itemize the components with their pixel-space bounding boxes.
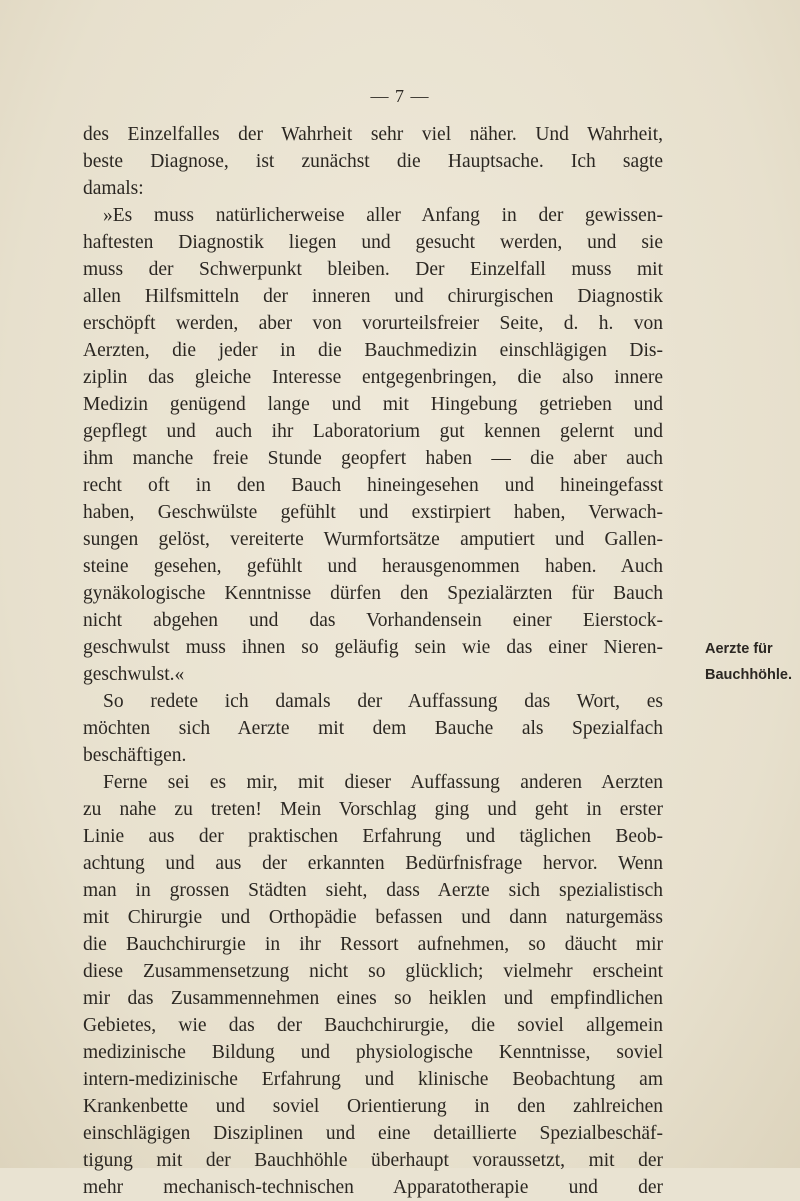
text-line: muss der Schwerpunkt bleiben. Der Einzelfall muss mit (83, 259, 663, 280)
text-line: einschlägigen Disziplinen und eine detaillierte Spezialbeschäf- (83, 1123, 663, 1144)
text-line: geschwulst muss ihnen so geläufig sein wie das einer Nieren- (83, 637, 663, 658)
margin-note-line: Bauchhöhle. (705, 667, 793, 683)
text-line: die Bauchchirurgie in ihr Ressort aufnehmen, so däucht mir (83, 934, 663, 955)
page-number: — 7 — (370, 86, 430, 106)
text-line: erschöpft werden, aber von vorurteilsfreier Seite, d. h. von (83, 313, 663, 334)
text-line: ihm manche freie Stunde geopfert haben — die aber auch (83, 448, 663, 469)
text-line: Gebietes, wie das der Bauchchirurgie, die soviel allgemein (83, 1015, 663, 1036)
text-line: steine gesehen, gefühlt und herausgenommen haben. Auch (83, 556, 663, 577)
text-line: zu nahe zu treten! Mein Vorschlag ging und geht in erster (83, 799, 663, 820)
text-line: sungen gelöst, vereiterte Wurmfortsätze amputiert und Gallen- (83, 529, 663, 550)
text-line: diese Zusammensetzung nicht so glücklich; vielmehr erscheint (83, 961, 663, 982)
text-line: Linie aus der praktischen Erfahrung und täglichen Beob- (83, 826, 663, 847)
text-line: Medizin genügend lange und mit Hingebung getrieben und (83, 394, 663, 415)
text-line: damals: (83, 178, 144, 199)
text-line: »Es muss natürlicherweise aller Anfang in der gewissen- (103, 205, 663, 226)
text-line: mehr mechanisch-technischen Apparatotherapie und der (83, 1177, 663, 1198)
text-line: geschwulst.« (83, 664, 185, 685)
margin-note (705, 636, 792, 688)
text-line: mit Chirurgie und Orthopädie befassen und dann naturgemäss (83, 907, 663, 928)
text-line: Ferne sei es mir, mit dieser Auffassung anderen Aerzten (103, 772, 663, 793)
text-line: gynäkologische Kenntnisse dürfen den Spezialärzten für Bauch (83, 583, 663, 604)
text-line: gepflegt und auch ihr Laboratorium gut kennen gelernt und (83, 421, 663, 442)
text-line: tigung mit der Bauchhöhle überhaupt voraussetzt, mit der (83, 1150, 663, 1171)
text-line: man in grossen Städten sieht, dass Aerzte sich spezialistisch (83, 880, 663, 901)
text-line: ziplin das gleiche Interesse entgegenbringen, die also innere (83, 367, 663, 388)
margin-note-line: Aerzte für (705, 641, 773, 657)
text-line: Aerzten, die jeder in die Bauchmedizin einschlägigen Dis- (83, 340, 663, 361)
body-text (83, 121, 663, 1201)
text-line: möchten sich Aerzte mit dem Bauche als Spezialfach (83, 718, 663, 739)
text-line: nicht abgehen und das Vorhandensein einer Eierstock- (83, 610, 663, 631)
text-line: mir das Zusammennehmen eines so heiklen und empfindlichen (83, 988, 663, 1009)
text-line: haben, Geschwülste gefühlt und exstirpiert haben, Verwach- (83, 502, 663, 523)
text-line: des Einzelfalles der Wahrheit sehr viel näher. Und Wahrheit, (83, 124, 663, 145)
text-line: intern-medizinische Erfahrung und klinische Beobachtung am (83, 1069, 663, 1090)
text-line: recht oft in den Bauch hineingesehen und hineingefasst (83, 475, 663, 496)
text-line: allen Hilfsmitteln der inneren und chirurgischen Diagnostik (83, 286, 663, 307)
text-line: beste Diagnose, ist zunächst die Hauptsache. Ich sagte (83, 151, 663, 172)
text-line: So redete ich damals der Auffassung das Wort, es (103, 691, 663, 712)
text-line: haftesten Diagnostik liegen und gesucht werden, und sie (83, 232, 663, 253)
text-line: achtung und aus der erkannten Bedürfnisfrage hervor. Wenn (83, 853, 663, 874)
text-line: beschäftigen. (83, 745, 187, 766)
text-line: Krankenbette und soviel Orientierung in den zahlreichen (83, 1096, 663, 1117)
text-line: medizinische Bildung und physiologische Kenntnisse, soviel (83, 1042, 663, 1063)
